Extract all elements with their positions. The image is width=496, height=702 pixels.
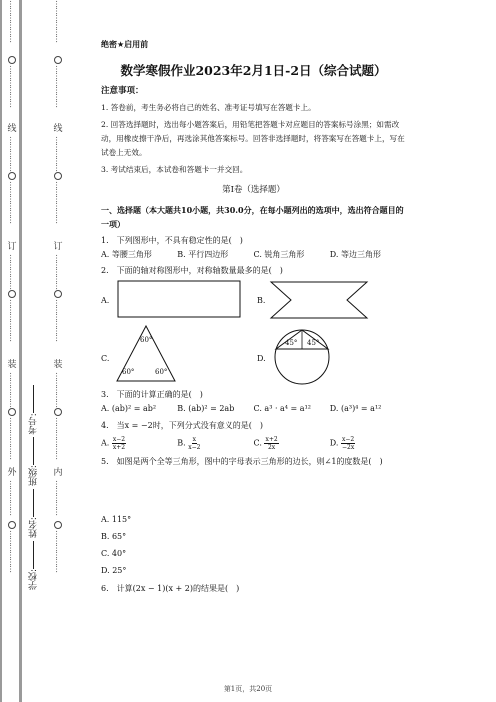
id-blank[interactable] [34,385,35,413]
inner-seal-line: ……………… ……………… 线 …………… ……………… 订 …………… ……………… 装 …………… ……………… 内 …………… ……………… [53,0,63,572]
option-letter: A. [101,438,110,448]
bowtie-figure [269,280,369,320]
seal-circle-icon [8,172,16,180]
option-a[interactable]: A. 115° [101,515,132,525]
notice-item: 2. 回答选择题时，选出每小题答案后，用铅笔把答题卡对应题目的答案标号涂黑；如需改动，用橡皮擦干净后，再选涂其他答案标号。回答非选择题时，将答案写在答题卡上，写在试卷上无效。 [101,120,405,158]
question-4-options [101,436,406,451]
option-c[interactable]: C. a³ · a⁴ = a¹² [253,404,311,414]
class-label: 班级: [29,465,39,487]
option-b[interactable] [177,436,253,451]
option-letter: C. [253,438,262,448]
exam-content [101,40,406,598]
name-blank[interactable] [34,489,35,517]
outer-seal-line: ……………… ……………… 线 …………… ……………… 订 …………… ……………… 装 …………… ……………… 外 …………… ……………… [7,0,17,572]
numerator: x [192,436,197,444]
question-2-stem: 2. 下面的轴对称图形中，对称轴数量最多的是( ) [101,266,283,276]
notice-item: 3. 考试结束后，本试卷和答题卡一并交回。 [101,165,248,175]
question-1-options [101,250,406,261]
fraction [112,436,126,451]
option-b[interactable]: B. [257,296,266,306]
seal-char: 装 [53,360,63,370]
angle-label: 60° [140,336,153,345]
seal-char: 内 [53,468,63,478]
notice-item: 1. 答卷前，考生务必将自己的姓名、准考证号填写在答题卡上。 [101,103,316,113]
secret-label: 绝密★启用前 [101,40,149,49]
option-d[interactable]: D. [257,354,266,364]
denominator: 2x [267,444,276,452]
seal-circle-icon [54,521,62,529]
seal-char: 装 [7,360,17,370]
seal-circle-icon [8,56,16,64]
denominator: −2x [341,444,355,452]
student-info [27,330,41,590]
question-5-stem: 5. 如图是两个全等三角形，图中的字母表示三角形的边长，则∠1的度数是( ) [101,457,383,467]
question-4-stem: 4. 当x = −2时，下列分式没有意义的是( ) [101,421,263,431]
denominator: x−2 [188,444,201,452]
numerator: x−2 [341,436,355,444]
numerator: x−2 [112,436,126,444]
rectangle-figure [117,280,242,318]
option-a[interactable]: A. 等腰三角形 [101,249,152,259]
id-label: 考号: [29,413,39,435]
option-a[interactable] [101,436,177,451]
binding-margin [0,0,92,702]
fraction [188,436,200,451]
seal-circle-icon [54,408,62,416]
school-label: 学校: [29,568,39,590]
question-1-stem: 1. 下列图形中，不具有稳定性的是( ) [101,235,243,245]
class-blank[interactable] [34,437,35,465]
page-title: 数学寒假作业2023年2月1日-2日（综合试题） [120,62,387,78]
option-d[interactable] [330,436,406,451]
question-2-row-1 [101,280,406,322]
seal-char: 线 [53,124,63,134]
seal-circle-icon [8,408,16,416]
angle-label: 45° [285,339,298,348]
option-b[interactable]: B. 平行四边形 [177,249,229,259]
option-c[interactable]: C. 锐角三角形 [253,249,305,259]
circle-figure [271,324,333,386]
seal-circle-icon [54,290,62,298]
numerator: x+2 [265,436,278,444]
seal-char: 线 [7,124,17,134]
question-5-figure-space [101,471,406,511]
option-b[interactable]: B. 65° [101,532,127,542]
seal-circle-icon [54,172,62,180]
angle-label: 45° [307,339,320,348]
option-letter: B. [177,438,186,448]
denominator: x+2 [112,444,126,452]
seal-circle-icon [8,521,16,529]
fraction [264,436,278,451]
option-c[interactable] [254,436,330,451]
seal-char: 外 [7,468,17,478]
inscribed-triangle-shape [271,324,333,386]
option-a[interactable]: A. [101,296,110,306]
angle-label: 60° [155,368,168,377]
seal-char: 订 [7,242,17,252]
question-3-stem: 3. 下面的计算正确的是( ) [101,390,203,400]
part-heading: 第I卷（选择题） [222,185,285,196]
seal-circle-icon [8,290,16,298]
name-label: 姓名: [29,517,39,539]
notice-heading: 注意事项： [101,85,144,96]
school-blank[interactable] [34,541,35,569]
page-footer: 第1页，共20页 [223,685,273,693]
option-d[interactable]: D. 等边三角形 [329,249,381,259]
question-3-options [101,404,406,415]
angle-label: 60° [122,368,135,377]
option-a[interactable]: A. (ab)² = ab² [101,404,157,414]
option-d[interactable]: D. 25° [101,566,127,576]
question-6-stem: 6. 计算(2x − 1)(x + 2)的结果是( ) [101,584,240,594]
section-heading: 一、选择题（本大题共10小题，共30.0分，在每小题列出的选项中，选出符合题目的一项） [101,204,404,229]
option-c[interactable]: C. 40° [101,549,127,559]
option-letter: D. [329,438,339,448]
question-2-row-2 [101,324,406,386]
triangle-figure [115,324,177,384]
seal-char: 订 [53,242,63,252]
seal-circle-icon [54,56,62,64]
option-b[interactable]: B. (ab)² = 2ab [177,404,235,414]
option-d[interactable]: D. (a³)⁴ = a¹² [329,404,382,414]
fraction [341,436,355,451]
option-c[interactable]: C. [101,354,110,364]
